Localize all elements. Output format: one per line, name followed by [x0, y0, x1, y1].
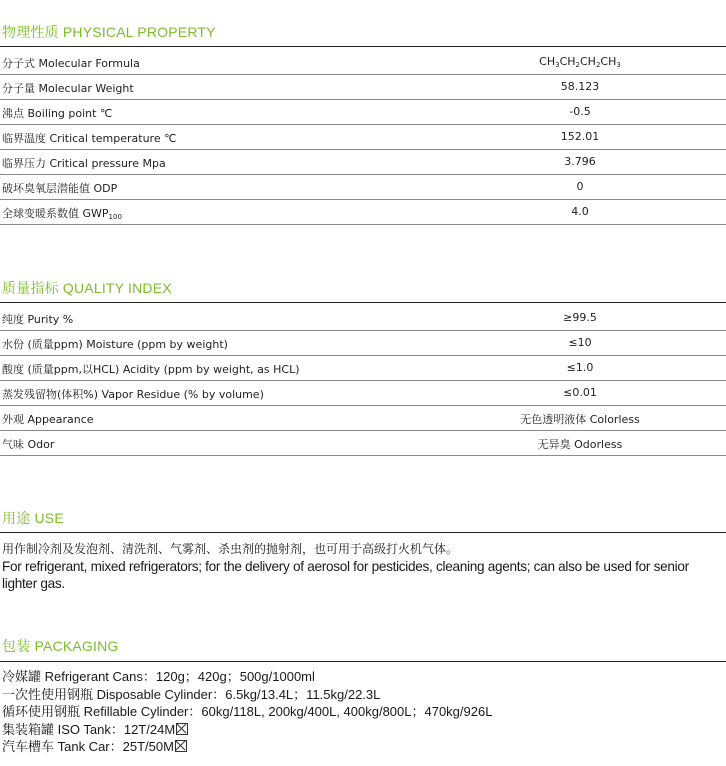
- row-value: ≥99.5: [563, 311, 597, 324]
- packaging-item: 循环使用钢瓶 Refillable Cylinder：60kg/118L, 200kg/400L, 400kg/800L；470kg/926L: [2, 704, 493, 719]
- quality-row: [0, 406, 726, 431]
- use-text-cn: 用作制冷剂及发泡剂、清洗剂、气雾剂、杀虫剂的抛射剂，也可用于高级打火机气体。: [2, 542, 459, 556]
- row-value: 152.01: [560, 130, 600, 143]
- packaging-item: 汽车槽车 Tank Car：25T/50M: [2, 738, 492, 756]
- row-label: 分子式 Molecular Formula: [2, 57, 140, 70]
- row-value: 无色透明液体 Colorless: [520, 413, 640, 426]
- physical-row: [0, 50, 726, 75]
- packaging-item: 一次性使用钢瓶 Disposable Cylinder：6.5kg/13.4L；11.5kg/22.3L: [2, 686, 381, 702]
- physical-row: [0, 100, 726, 125]
- row-label: 酸度 (质量ppm,以HCL) Acidity (ppm by weight, as HCL): [2, 363, 300, 376]
- packaging-title: 包装 PACKAGING: [2, 638, 119, 654]
- row-value: -0.5: [569, 105, 591, 118]
- row-label: 气味 Odor: [2, 438, 55, 451]
- row-value: 0: [576, 180, 584, 193]
- physical-row: [0, 125, 726, 150]
- row-value: ≤0.01: [563, 386, 597, 399]
- quality-row: [0, 431, 726, 456]
- row-label: 临界压力 Critical pressure Mpa: [2, 157, 166, 170]
- quality-top-rule: [0, 302, 726, 303]
- use-top-rule: [0, 532, 726, 533]
- row-value: ≤10: [568, 336, 592, 349]
- physical-top-rule: [0, 46, 726, 47]
- row-value: 3.796: [564, 155, 596, 168]
- crossed-box-icon: [176, 723, 188, 735]
- physical-row: [0, 150, 726, 175]
- quality-row: [0, 331, 726, 356]
- quality-index-title: 质量指标 QUALITY INDEX: [2, 280, 172, 296]
- packaging-item: 集装箱罐 ISO Tank：12T/24M: [2, 721, 492, 739]
- quality-row: [0, 356, 726, 381]
- packaging-item: 冷媒罐 Refrigerant Cans：120g；420g；500g/1000ml: [2, 669, 315, 684]
- crossed-box-icon: [175, 740, 187, 752]
- packaging-top-rule: [0, 661, 726, 662]
- row-label: 临界温度 Critical temperature ℃: [2, 132, 177, 145]
- physical-row: [0, 175, 726, 200]
- use-text-en: For refrigerant, mixed refrigerators; for the delivery of aerosol for pesticides, cleaning agents; can also be used for senior lighter gas.: [2, 559, 689, 591]
- row-label: 破坏臭氧层潜能值 ODP: [2, 182, 118, 195]
- row-label: 蒸发残留物(体积%) Vapor Residue (% by volume): [2, 388, 264, 401]
- row-value: 4.0: [571, 205, 589, 218]
- use-description: [2, 541, 724, 592]
- row-label: 分子量 Molecular Weight: [2, 82, 134, 95]
- quality-row: [0, 306, 726, 331]
- physical-property-title: 物理性质 PHYSICAL PROPERTY: [2, 24, 216, 40]
- row-value: 58.123: [560, 80, 600, 93]
- physical-row: [0, 75, 726, 100]
- quality-row: [0, 381, 726, 406]
- physical-row: [0, 200, 726, 225]
- row-label: 纯度 Purity %: [2, 313, 74, 326]
- row-label: 全球变暖系数值 $GWP_{100}$: [2, 207, 122, 221]
- use-title: 用途 USE: [2, 510, 64, 526]
- row-value: ≤1.0: [566, 361, 594, 374]
- row-label: 水份 (质量ppm) Moisture (ppm by weight): [2, 338, 228, 351]
- packaging-list: [2, 668, 492, 756]
- row-label: 沸点 Boiling point ℃: [2, 107, 113, 120]
- molecular-formula-value: $CH_3CH_2CH_2CH_3$: [539, 55, 621, 69]
- row-label: 外观 Appearance: [2, 413, 94, 426]
- row-value: 无异臭 Odorless: [537, 438, 623, 451]
